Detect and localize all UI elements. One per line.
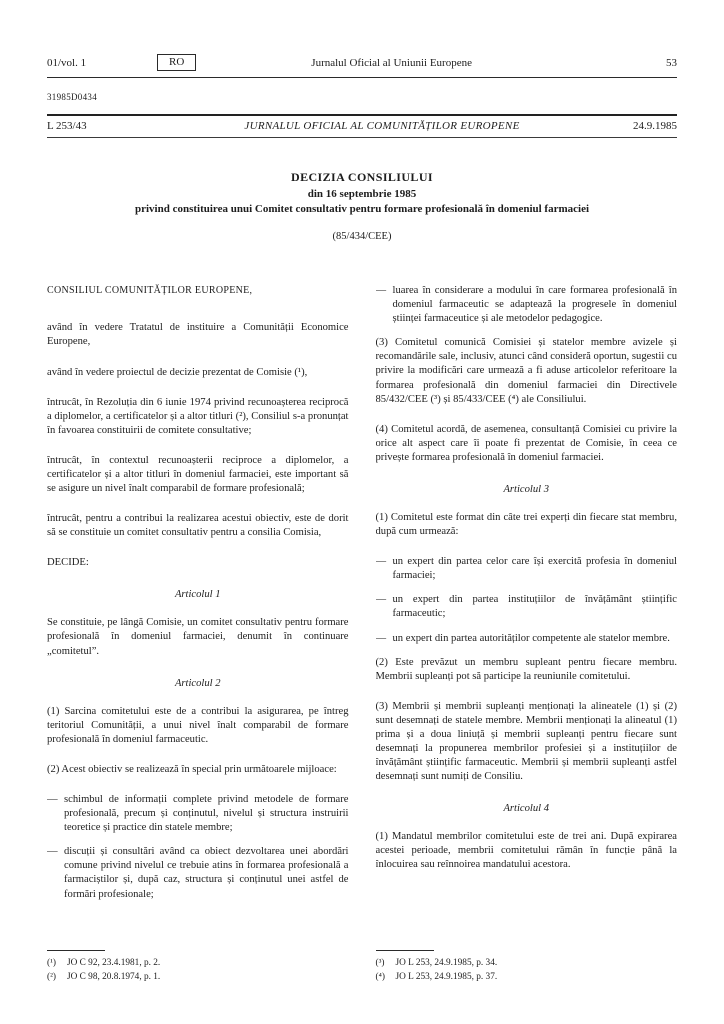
footnote-text: JO C 98, 20.8.1974, p. 1. (67, 971, 161, 982)
list-item (47, 793, 349, 835)
paragraph: (1) Mandatul membrilor comitetului este de trei ani. După expirarea acestei perioade, membrii comitetului rămân în funcție până la înlocuirea sau reînnoirea mandatului acestora. (375, 831, 677, 871)
article-heading: Articolul 2 (174, 677, 221, 689)
list-item (376, 284, 678, 326)
journal-date: 24.9.1985 (633, 120, 677, 133)
footnote (47, 957, 349, 970)
dash-marker: — (375, 594, 387, 606)
article-heading: Articolul 3 (503, 483, 550, 495)
list-item-text: un expert din partea autorităților competente ale statelor membre. (392, 632, 670, 644)
list-item-text: un expert din partea instituțiilor de învățământ științific farmaceutic; (392, 594, 677, 620)
footnote-rule (47, 950, 105, 951)
list-item-text: luarea în considerare a modului în care formarea profesională în domeniul farmaceutic se adaptează la progresele în domeniul științei farmaceutice și ale metodelor pedagogice. (392, 285, 677, 325)
decision-title: DECIZIA CONSILIULUI (291, 170, 433, 185)
footnote-text: JO L 253, 24.9.1985, p. 34. (395, 958, 498, 969)
paragraph: (1) Comitetul este format din câte trei experți din fiecare stat membru, după cum urmează: (375, 512, 677, 538)
footnote-marker: (²) (47, 971, 56, 982)
journal-band (47, 114, 677, 138)
paragraph: întrucât, în contextul recunoașterii reciproce a diplomelor, a certificatelor și a altor titluri în domeniul farmaciei, este important să se asigure un nivel înalt comparabil de formare profesională; (47, 454, 349, 495)
footnote (376, 957, 678, 970)
journal-title-header: Jurnalul Oficial al Uniunii Europene (311, 56, 472, 69)
decision-reference: (85/434/CEE) (332, 231, 392, 243)
paragraph: întrucât, pentru a contribui la realizarea acestui obiectiv, este de dorit să se constituie un comitet consultativ pentru a consilia Comisia, (47, 513, 349, 539)
decision-subject: privind constituirea unui Comitet consultativ pentru formare profesională în domeniul farmaciei (134, 203, 590, 216)
list-item (376, 593, 678, 621)
left-footnotes (47, 946, 349, 984)
paragraph: având în vedere Tratatul de instituire a Comunității Economice Europene, (47, 322, 349, 348)
celex-number: 31985D0434 (47, 92, 97, 103)
footnote-rule (376, 950, 434, 951)
list-item (47, 845, 349, 901)
paragraph: întrucât, în Rezoluția din 6 iunie 1974 privind recunoașterea reciprocă a diplomelor, a certificatelor și a altor titluri (²), Consiliul s-a pronunțat în favoarea constituirii de comitete consultative; (47, 396, 349, 436)
paragraph: (2) Este prevăzut un membru supleant pentru fiecare membru. Membrii supleanți pot să participe la reuniunile comitetului. (375, 656, 677, 682)
decision-date: din 16 septembrie 1985 (307, 188, 417, 201)
paragraph: (1) Sarcina comitetului este de a contribui la asigurarea, pe întreg teritoriul Comunității, a unui nivel înalt comparabil de formare profesională în domeniul farmaceutic. (47, 705, 349, 745)
volume-label: 01/vol. 1 (47, 56, 87, 69)
dash-marker: — (375, 285, 387, 297)
list-item-text: schimbul de informații complete privind metodele de formare profesională, precum și conținutul, nivelul și structura instruirii teoretice și practice din statele membre; (64, 794, 349, 834)
language-code-box: RO (157, 54, 196, 71)
right-footnotes (376, 946, 678, 984)
footnote-marker: (¹) (47, 958, 56, 969)
right-column-content (376, 284, 678, 946)
list-item (376, 632, 678, 646)
dash-marker: — (47, 794, 58, 806)
footnote-text: JO L 253, 24.9.1985, p. 37. (395, 971, 498, 982)
list-item-text: un expert din partea celor care își exercită profesia în domeniul farmaciei; (392, 556, 677, 582)
right-column (376, 284, 678, 984)
article-heading: Articolul 1 (174, 589, 221, 601)
footnote-text: JO C 92, 23.4.1981, p. 2. (67, 958, 161, 969)
paragraph: DECIDE: (47, 557, 89, 569)
paragraph: (3) Membrii și membrii supleanți menționați la alineatele (1) și (2) sunt desemnați de statele membre. Membrii menționați la alineatul (1) prima și a doua liniuță și membrii supleanți pentru fiecare sunt desemnați la propunerea membrilor profesiei și a instituțiilor de învățământ științific farmaceutic. Membrii și membrii supleanți astfel desemnați sunt numiți de Consiliu. (375, 700, 677, 783)
left-column (47, 284, 349, 984)
paragraph: Se constituie, pe lângă Comisie, un comitet consultativ pentru formare profesională în domeniul farmaciei, denumit în continuare „comitetul”. (47, 617, 349, 657)
issue-reference: L 253/43 (47, 120, 87, 133)
list-item-text: discuții și consultări având ca obiect dezvoltarea unei abordări comune privind nivelul ce trebuie atins în formarea profesională a farmaciștilor și, după caz, structura și conținutul unei astfel de formări profesionale; (64, 846, 349, 900)
footnote-marker: (⁴) (375, 971, 385, 982)
left-column-content (47, 284, 349, 946)
list-item (376, 555, 678, 583)
paragraph: (4) Comitetul acordă, de asemenea, consultanță Comisiei cu privire la orice alt aspect care îi poate fi prezentat de Comisie, în ceea ce privește formarea profesională în domeniul farmaciei. (375, 423, 677, 463)
footnote (47, 971, 349, 984)
decision-title-block (47, 170, 677, 242)
paragraph: (2) Acest obiectiv se realizează în special prin următoarele mijloace: (47, 763, 337, 775)
page-number: 53 (666, 56, 677, 69)
dash-marker: — (375, 556, 387, 568)
document-body (47, 284, 677, 984)
paragraph: având în vedere proiectul de decizie prezentat de Comisie (¹), (47, 366, 308, 378)
paragraph: (3) Comitetul comunică Comisiei și statelor membre avizele și recomandările sale, inclusiv, atunci când consideră oportun, sugestii cu privire la modificări care urmează a fi aduse articolelor referitoare la formarea profesională din domeniul farmaciei din Directivele 85/432/CEE (³) și 85/433/CEE (⁴) ale Consiliului. (375, 337, 677, 405)
article-heading: Articolul 4 (503, 803, 550, 815)
preamble-heading: CONSILIUL COMUNITĂȚILOR EUROPENE, (47, 285, 253, 297)
page-header (47, 0, 677, 78)
journal-band-title: JURNALUL OFICIAL AL COMUNITĂȚILOR EUROPENE (244, 120, 520, 133)
dash-marker: — (47, 846, 58, 858)
footnote-marker: (³) (375, 958, 385, 969)
dash-marker: — (375, 632, 387, 644)
footnote (376, 971, 678, 984)
